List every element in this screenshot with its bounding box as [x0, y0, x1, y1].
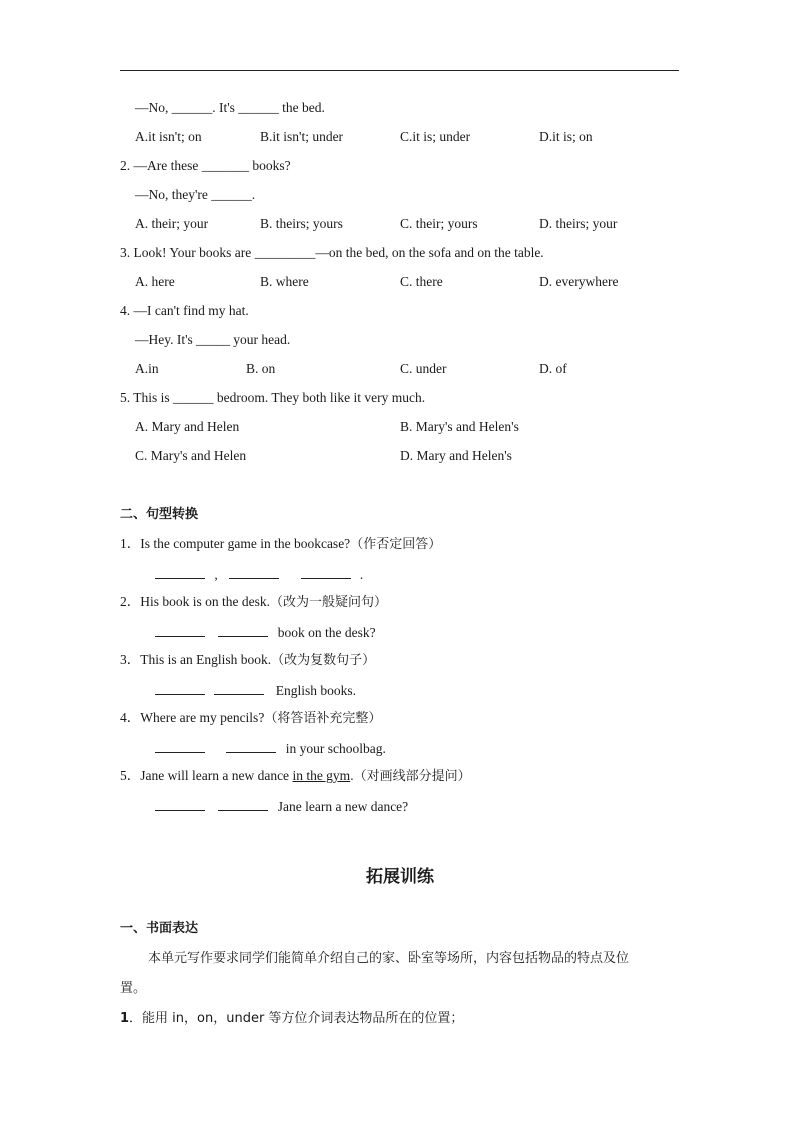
q2-option-c: C. their; yours	[400, 216, 478, 231]
extension-title: 拓展训练	[366, 867, 434, 887]
q5-stem: 5. This is ______ bedroom. They both like it very much.	[120, 390, 426, 405]
q1-option-d: D.it is; on	[539, 129, 593, 144]
answer-blank[interactable]	[155, 680, 205, 695]
q1-answer-line: —No, ______. It's ______ the bed.	[135, 100, 325, 115]
writing-paragraph-line2: 置。	[120, 981, 147, 996]
s2-item1-answer	[155, 564, 363, 584]
section2-heading: 二、句型转换	[120, 507, 199, 522]
answer-blank[interactable]	[155, 738, 205, 753]
q1-option-a: A.it isn't; on	[135, 129, 202, 144]
answer-tail: Jane learn a new dance?	[277, 799, 409, 814]
point-text: ．能用 in，on，under 等方位介词表达物品所在的位置；	[129, 1011, 464, 1026]
q2-option-b: B. theirs; yours	[260, 216, 343, 231]
q3-option-a: A. here	[135, 274, 175, 289]
s2-item2-stem: 2．His book is on the desk.	[120, 594, 270, 609]
q2-option-a: A. their; your	[135, 216, 209, 231]
answer-comma: ,	[214, 567, 218, 582]
s2-item5-answer	[155, 796, 408, 816]
writing-heading: 一、书面表达	[120, 921, 199, 936]
s2-item5-stem-pre: 5．Jane will learn a new dance	[120, 768, 293, 783]
q4-option-b: B. on	[246, 361, 276, 376]
q2-option-d: D. theirs; your	[539, 216, 618, 231]
q5-option-d: D. Mary and Helen's	[400, 448, 512, 463]
answer-blank[interactable]	[226, 738, 276, 753]
point-number: 1	[120, 1011, 130, 1026]
s2-item4-answer	[155, 738, 386, 758]
q2-stem: 2. —Are these _______ books?	[120, 158, 291, 173]
s2-item3-stem: 3．This is an English book.	[120, 652, 272, 667]
q3-option-d: D. everywhere	[539, 274, 619, 289]
s2-item5-note: （对画线部分提问）	[353, 769, 471, 784]
s2-item5-stem-post: .	[350, 768, 354, 783]
q1-option-b: B.it isn't; under	[260, 129, 344, 144]
q4-option-c: C. under	[400, 361, 447, 376]
q5-option-a: A. Mary and Helen	[135, 419, 240, 434]
answer-tail: English books.	[275, 683, 357, 698]
q4-answer-line: —Hey. It's _____ your head.	[135, 332, 291, 347]
s2-item3-note: （改为复数句子）	[271, 653, 376, 668]
q4-stem: 4. —I can't find my hat.	[120, 303, 249, 318]
q3-option-c: C. there	[400, 274, 443, 289]
q1-option-c: C.it is; under	[400, 129, 471, 144]
answer-tail: in your schoolbag.	[285, 741, 386, 756]
s2-item3-answer	[155, 680, 356, 700]
q2-answer-line: —No, they're ______.	[135, 187, 256, 202]
writing-paragraph-line1: 本单元写作要求同学们能简单介绍自己的家、卧室等场所，内容包括物品的特点及位	[148, 951, 630, 966]
q5-option-c: C. Mary's and Helen	[135, 448, 247, 463]
writing-point-1	[120, 1010, 463, 1028]
s2-item2-answer	[155, 622, 376, 642]
answer-blank[interactable]	[155, 564, 205, 579]
answer-blank[interactable]	[301, 564, 351, 579]
s2-item3	[120, 651, 375, 670]
answer-blank[interactable]	[218, 796, 268, 811]
s2-item1	[120, 535, 441, 554]
answer-tail: book on the desk?	[277, 625, 376, 640]
q3-option-b: B. where	[260, 274, 309, 289]
s2-item2	[120, 593, 387, 612]
q3-stem: 3. Look! Your books are _________—on the bed, on the sofa and on the table.	[120, 245, 544, 260]
s2-item4-stem: 4．Where are my pencils?	[120, 710, 265, 725]
answer-blank[interactable]	[155, 622, 205, 637]
answer-blank[interactable]	[218, 622, 268, 637]
answer-blank[interactable]	[229, 564, 279, 579]
answer-blank[interactable]	[214, 680, 264, 695]
s2-item5	[120, 767, 471, 786]
q4-option-a: A.in	[135, 361, 159, 376]
s2-item4	[120, 709, 381, 728]
q5-option-b: B. Mary's and Helen's	[400, 419, 519, 434]
s2-item1-stem: 1．Is the computer game in the bookcase?	[120, 536, 351, 551]
q4-option-d: D. of	[539, 361, 567, 376]
header-rule	[120, 70, 679, 71]
s2-item1-note: （作否定回答）	[350, 537, 442, 552]
s2-item5-underlined: in the gym	[292, 768, 351, 783]
s2-item4-note: （将答语补充完整）	[264, 711, 382, 726]
answer-period: .	[359, 567, 364, 582]
answer-blank[interactable]	[155, 796, 205, 811]
s2-item2-note: （改为一般疑问句）	[270, 595, 388, 610]
